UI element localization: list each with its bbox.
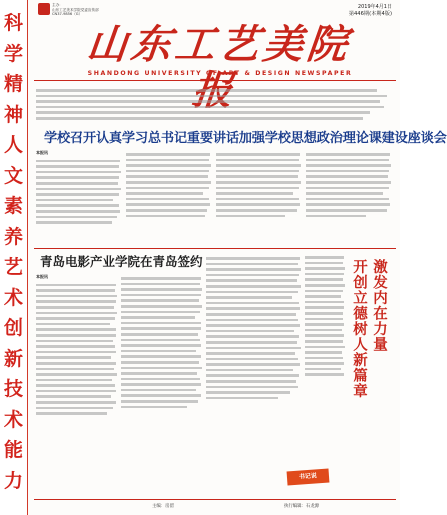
- second-story-column: [121, 274, 203, 496]
- masthead-english: SHANDONG UNIVERSITY OF ART & DESIGN NEWSPAPER: [87, 70, 353, 77]
- masthead-title: 山东工艺美院报: [84, 21, 354, 68]
- lead-story-headline: 学校召开认真学习总书记重要讲话加强学校思想政治理论课建设座谈会: [44, 131, 447, 146]
- slogan-char: 神: [3, 103, 23, 126]
- slogan-char: 能: [3, 439, 23, 462]
- middle-column: [206, 254, 302, 496]
- slogan-char: 精: [3, 73, 23, 96]
- column-stamp: 书记说: [287, 469, 330, 486]
- issue-number: 第446期(本期4版): [348, 11, 392, 17]
- footer-editor: 主编：房留: [152, 504, 174, 509]
- second-story-column: [36, 274, 118, 496]
- feature-column: [305, 253, 345, 479]
- slogan-char: 素: [3, 195, 23, 218]
- slogan-char: 创: [3, 317, 23, 340]
- slogan-char: 新: [3, 347, 23, 370]
- school-logo-icon: [38, 3, 50, 15]
- slogan-char: 文: [3, 164, 23, 187]
- lead-story-intro: [36, 86, 391, 128]
- feature-story: [305, 253, 395, 479]
- vertical-slogan: [0, 0, 28, 515]
- publisher-line: 主办：: [52, 3, 63, 7]
- slogan-char: 力: [3, 469, 23, 492]
- feature-headline-a: 激发内在力量: [371, 259, 387, 352]
- lead-story-byline: 本报讯: [36, 150, 48, 155]
- publisher-line: 山东工艺美术学院党委宣传部: [52, 7, 99, 12]
- slogan-char: 学: [3, 42, 23, 65]
- second-story-headline: 青岛电影产业学院在青岛签约: [40, 254, 203, 269]
- slogan-char: 科: [3, 12, 23, 34]
- lead-story-column: [36, 150, 122, 246]
- lead-story-column: [126, 150, 212, 246]
- lead-story-column: [216, 150, 302, 246]
- slogan-char: 术: [3, 408, 23, 431]
- slogan-char: 人: [3, 134, 23, 157]
- feature-headline-b: 开创立德树人新篇章: [351, 259, 367, 399]
- slogan-char: 养: [3, 225, 23, 248]
- slogan-char: 技: [3, 378, 23, 401]
- slogan-char: 术: [3, 286, 23, 309]
- issue-date-box: [332, 4, 392, 18]
- header-divider: [34, 80, 396, 81]
- footer-executive-editor: 执行编辑：石龙源: [284, 504, 320, 509]
- footer-divider: [34, 499, 396, 500]
- publisher-line: CN37-9856（G）: [52, 12, 83, 17]
- section-divider: [34, 248, 396, 249]
- slogan-char: 艺: [3, 256, 23, 279]
- lead-story-column: [306, 150, 392, 246]
- second-story-byline: 本报讯: [36, 274, 48, 279]
- issue-date: 2019年4月1日: [357, 4, 392, 10]
